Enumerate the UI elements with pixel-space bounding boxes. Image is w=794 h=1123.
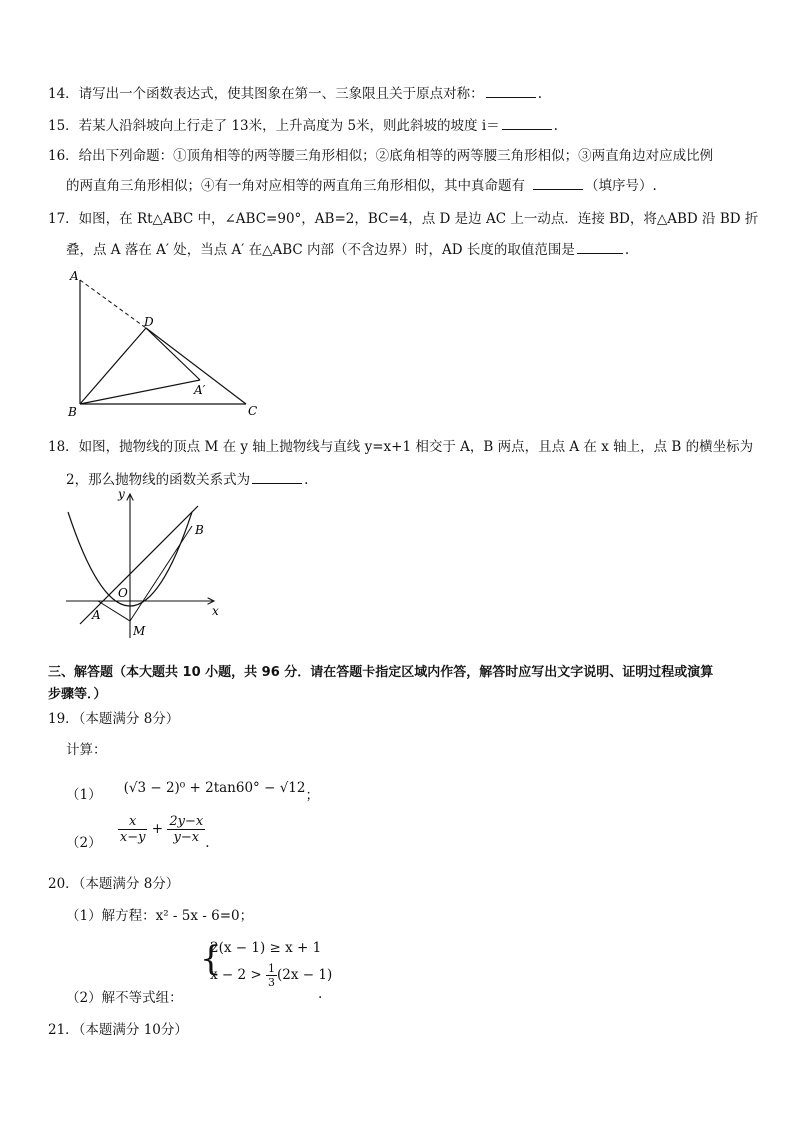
segment-mb	[130, 526, 192, 621]
segment-da1	[146, 328, 200, 380]
question-18-end: .	[304, 472, 309, 488]
question-17-text: 叠，点 A 落在 A′ 处，当点 A′ 在△ABC 内部（不含边界）时，AD 长度的取值范围是	[66, 242, 575, 258]
part-label: （2）	[66, 835, 102, 851]
question-20-end: .	[318, 986, 323, 1002]
expression-1: (√3 − 2)⁰ + 2tan60° − √12	[123, 779, 306, 796]
label-m: M	[133, 624, 146, 638]
question-16-end: （填序号）.	[585, 178, 657, 194]
question-19-intro: 计算：	[66, 742, 107, 758]
question-16-line-1: 16．给出下列命题：①顶角相等的两等腰三角形相似；②底角相等的两等腰三角形相似；③两直角边对应成比例	[48, 148, 714, 164]
question-14-text: 14．请写出一个函数表达式，使其图象在第一、三象限且关于原点对称：	[48, 86, 484, 102]
denominator: 3	[268, 976, 275, 989]
question-18-line-2	[66, 468, 308, 488]
label-a-prime: A′	[194, 383, 206, 397]
label-x: x	[212, 604, 219, 618]
inequality-2-left: x − 2 >	[210, 967, 262, 983]
question-14	[48, 82, 542, 102]
question-20-part-1: （1）解方程：x² - 5x - 6=0；	[66, 908, 254, 924]
question-14-end: .	[537, 86, 542, 102]
question-17-line-1: 17．如图，在 Rt△ABC 中，∠ABC=90°，AB=2，BC=4，点 D 是边 AC 上一动点．连接 BD，将△ABD 沿 BD 折	[48, 211, 759, 227]
numerator: x	[129, 814, 137, 829]
expression-2	[118, 814, 205, 845]
label-o: O	[118, 586, 128, 600]
question-20-header: 20．（本题满分 8分）	[48, 876, 180, 892]
question-18-text: 2，那么抛物线的函数关系式为	[66, 472, 251, 488]
question-20-part-2: （2）解不等式组：	[66, 990, 183, 1006]
label-a: A	[92, 608, 101, 622]
denominator: x−y	[119, 830, 146, 845]
numerator: 2y−x	[169, 814, 204, 829]
section-3-heading-line-1: 三、解答题（本大题共 10 小题，共 96 分．请在答题卡指定区域内作答，解答时应写出文字说明、证明过程或演算	[48, 665, 714, 680]
label-c: C	[248, 404, 258, 418]
denominator: y−x	[167, 829, 205, 845]
segment-am	[98, 601, 130, 621]
question-15-text: 15．若某人沿斜坡向上行走了 13米，上升高度为 5米，则此斜坡的坡度 i＝	[48, 118, 500, 134]
answer-blank	[252, 469, 302, 484]
answer-blank	[486, 83, 536, 98]
label-b: B	[195, 523, 204, 537]
part-end: ；	[305, 787, 319, 804]
label-y: y	[118, 487, 125, 501]
question-17-line-2	[66, 238, 629, 258]
label-b: B	[68, 405, 77, 419]
inequality-2	[210, 962, 332, 989]
triangle-figure	[60, 268, 270, 420]
fraction-one-third	[266, 962, 277, 989]
inequality-2-right: (2x − 1)	[277, 967, 333, 983]
plus-sign: +	[151, 821, 164, 837]
question-16-text: 的两直角三角形相似；④有一角对应相等的两直角三角形相似，其中真命题有	[66, 178, 525, 194]
question-17-end: .	[624, 242, 630, 258]
label-d: D	[144, 315, 154, 329]
label-a: A	[70, 269, 79, 283]
section-3-heading-line-2: 步骤等．）	[48, 687, 107, 702]
inequality-1: 2(x − 1) ≥ x + 1	[210, 940, 322, 956]
answer-blank	[577, 239, 623, 254]
question-19-part-1	[66, 773, 319, 804]
question-15	[48, 114, 558, 134]
numerator: 1	[268, 962, 275, 975]
answer-blank	[533, 175, 583, 190]
parabola-figure	[58, 486, 228, 642]
brace-icon: {	[200, 939, 222, 979]
answer-blank	[502, 115, 552, 130]
question-16-line-2	[66, 174, 657, 194]
fraction-1	[118, 814, 148, 845]
question-21-header: 21．（本题满分 10分）	[48, 1022, 188, 1038]
question-18-line-1: 18．如图，抛物线的顶点 M 在 y 轴上抛物线与直线 y=x+1 相交于 A，B 两点，且点 A 在 x 轴上，点 B 的横坐标为	[48, 439, 754, 455]
question-19-header: 19．（本题满分 8分）	[48, 711, 180, 727]
segment-ad-dashed	[80, 280, 146, 328]
part-end: .	[205, 835, 210, 851]
question-19-part-2	[66, 814, 210, 851]
part-label: （1）	[66, 787, 102, 803]
fraction-2	[167, 814, 205, 845]
question-15-end: .	[553, 118, 558, 134]
